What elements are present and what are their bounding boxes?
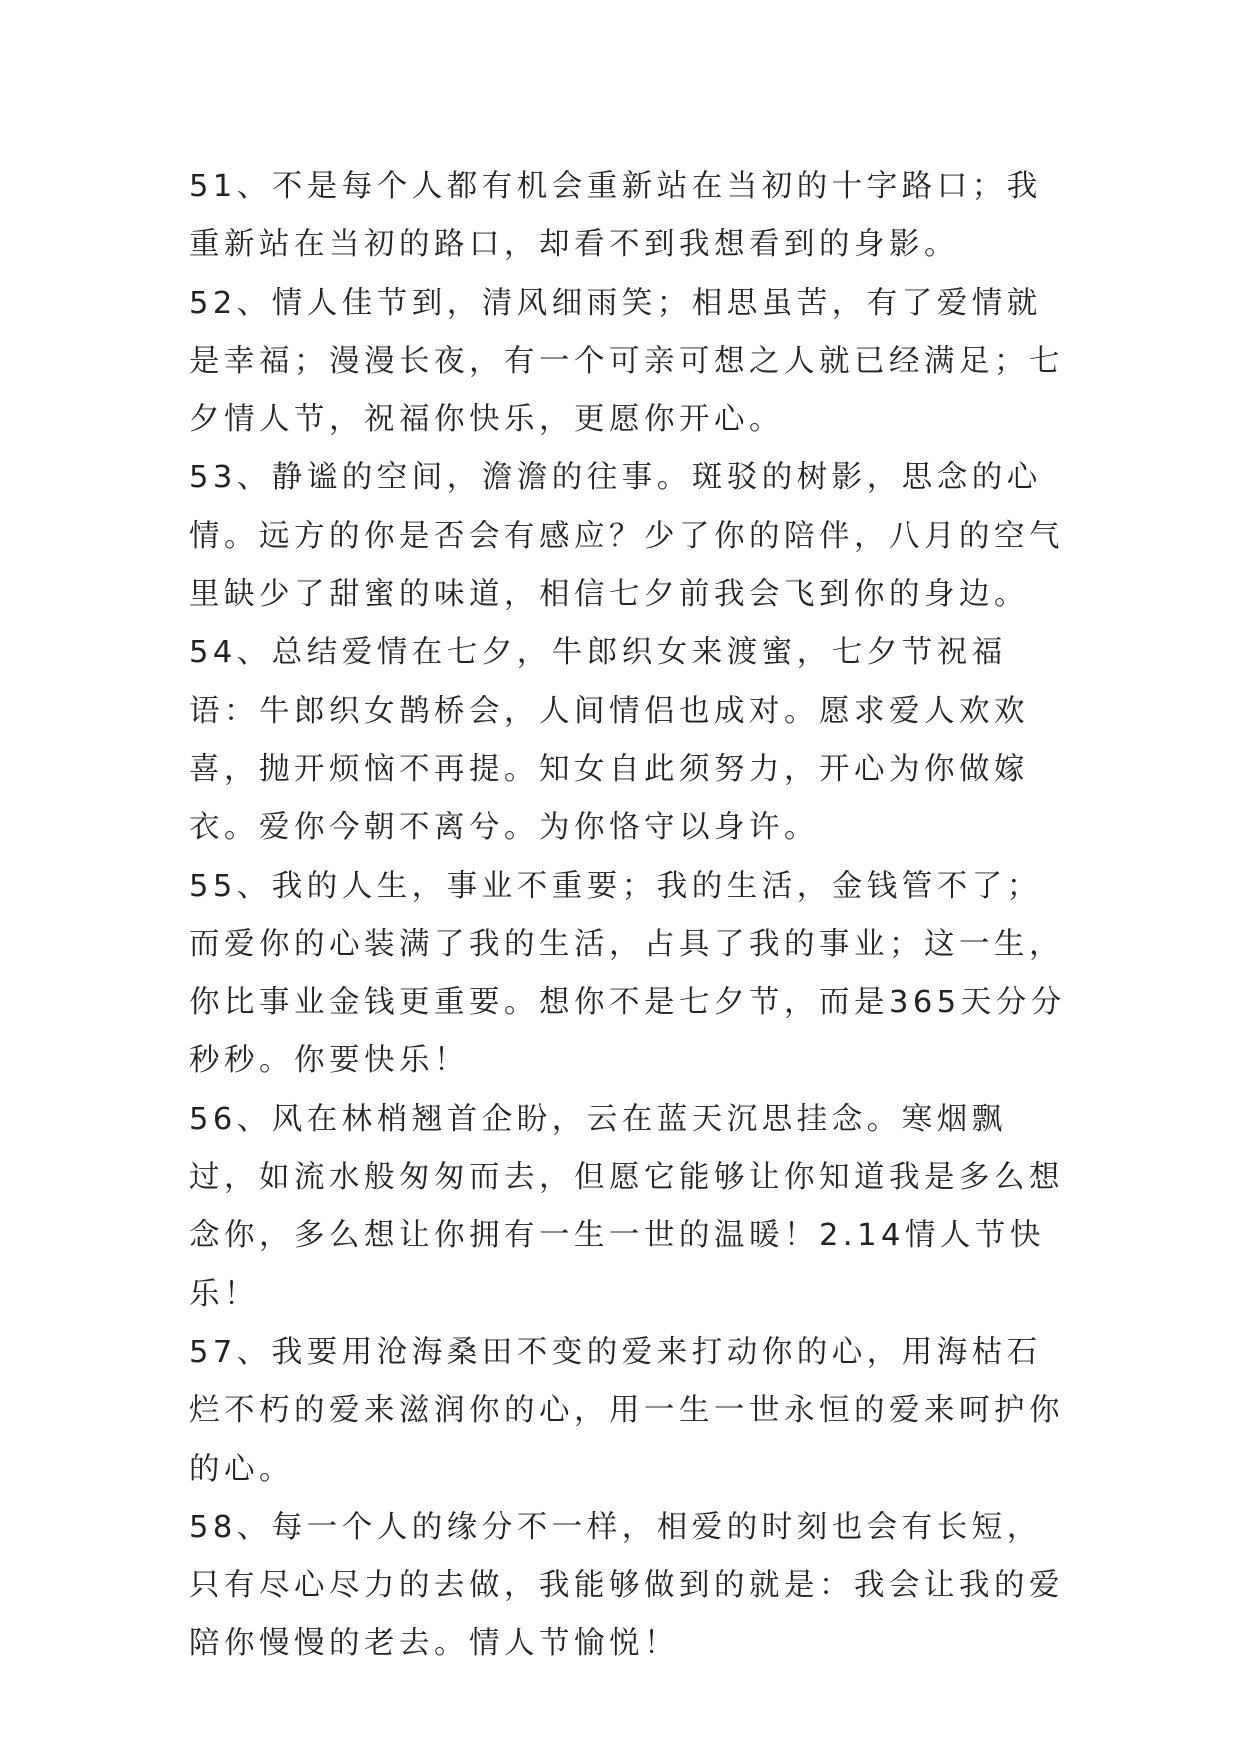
entry-53: 53、静谧的空间，澹澹的往事。斑驳的树影，思念的心情。远方的你是否会有感应？少了你的陪伴，八月的空气里缺少了甜蜜的味道，相信七夕前我会飞到你的身边。 — [189, 460, 1064, 613]
entry-51: 51、不是每个人都有机会重新站在当初的十字路口；我重新站在当初的路口，却看不到我想看到的身影。 — [189, 169, 1042, 263]
entry-57: 57、我要用沧海桑田不变的爱来打动你的心，用海枯石烂不朽的爱来滋润你的心，用一生一世永恒的爱来呵护你的心。 — [189, 1334, 1064, 1487]
entry-52: 52、情人佳节到，清风细雨笑；相思虽苦，有了爱情就是幸福；漫漫长夜，有一个可亲可想之人就已经满足；七夕情人节，祝福你快乐，更愿你开心。 — [189, 285, 1064, 438]
entry-54: 54、总结爱情在七夕，牛郎织女来渡蜜，七夕节祝福语：牛郎织女鹊桥会，人间情侣也成对。愿求爱人欢欢喜，抛开烦恼不再提。知女自此须努力，开心为你做嫁衣。爱你今朝不离兮。为你恪守以身许。 — [189, 635, 1029, 846]
document-body — [189, 158, 1069, 1674]
entry-58: 58、每一个人的缘分不一样，相爱的时刻也会有长短，只有尽心尽力的去做，我能够做到的就是：我会让我的爱陪你慢慢的老去。情人节愉悦！ — [189, 1509, 1064, 1662]
entry-56: 56、风在林梢翘首企盼，云在蓝天沉思挂念。寒烟飘过，如流水般匆匆而去，但愿它能够让你知道我是多么想念你，多么想让你拥有一生一世的温暖！2.14情人节快乐！ — [189, 1101, 1064, 1312]
entry-55: 55、我的人生，事业不重要；我的生活，金钱管不了；而爱你的心装满了我的生活，占具了我的事业；这一生，你比事业金钱更重要。想你不是七夕节，而是365天分分秒秒。你要快乐！ — [189, 868, 1066, 1079]
